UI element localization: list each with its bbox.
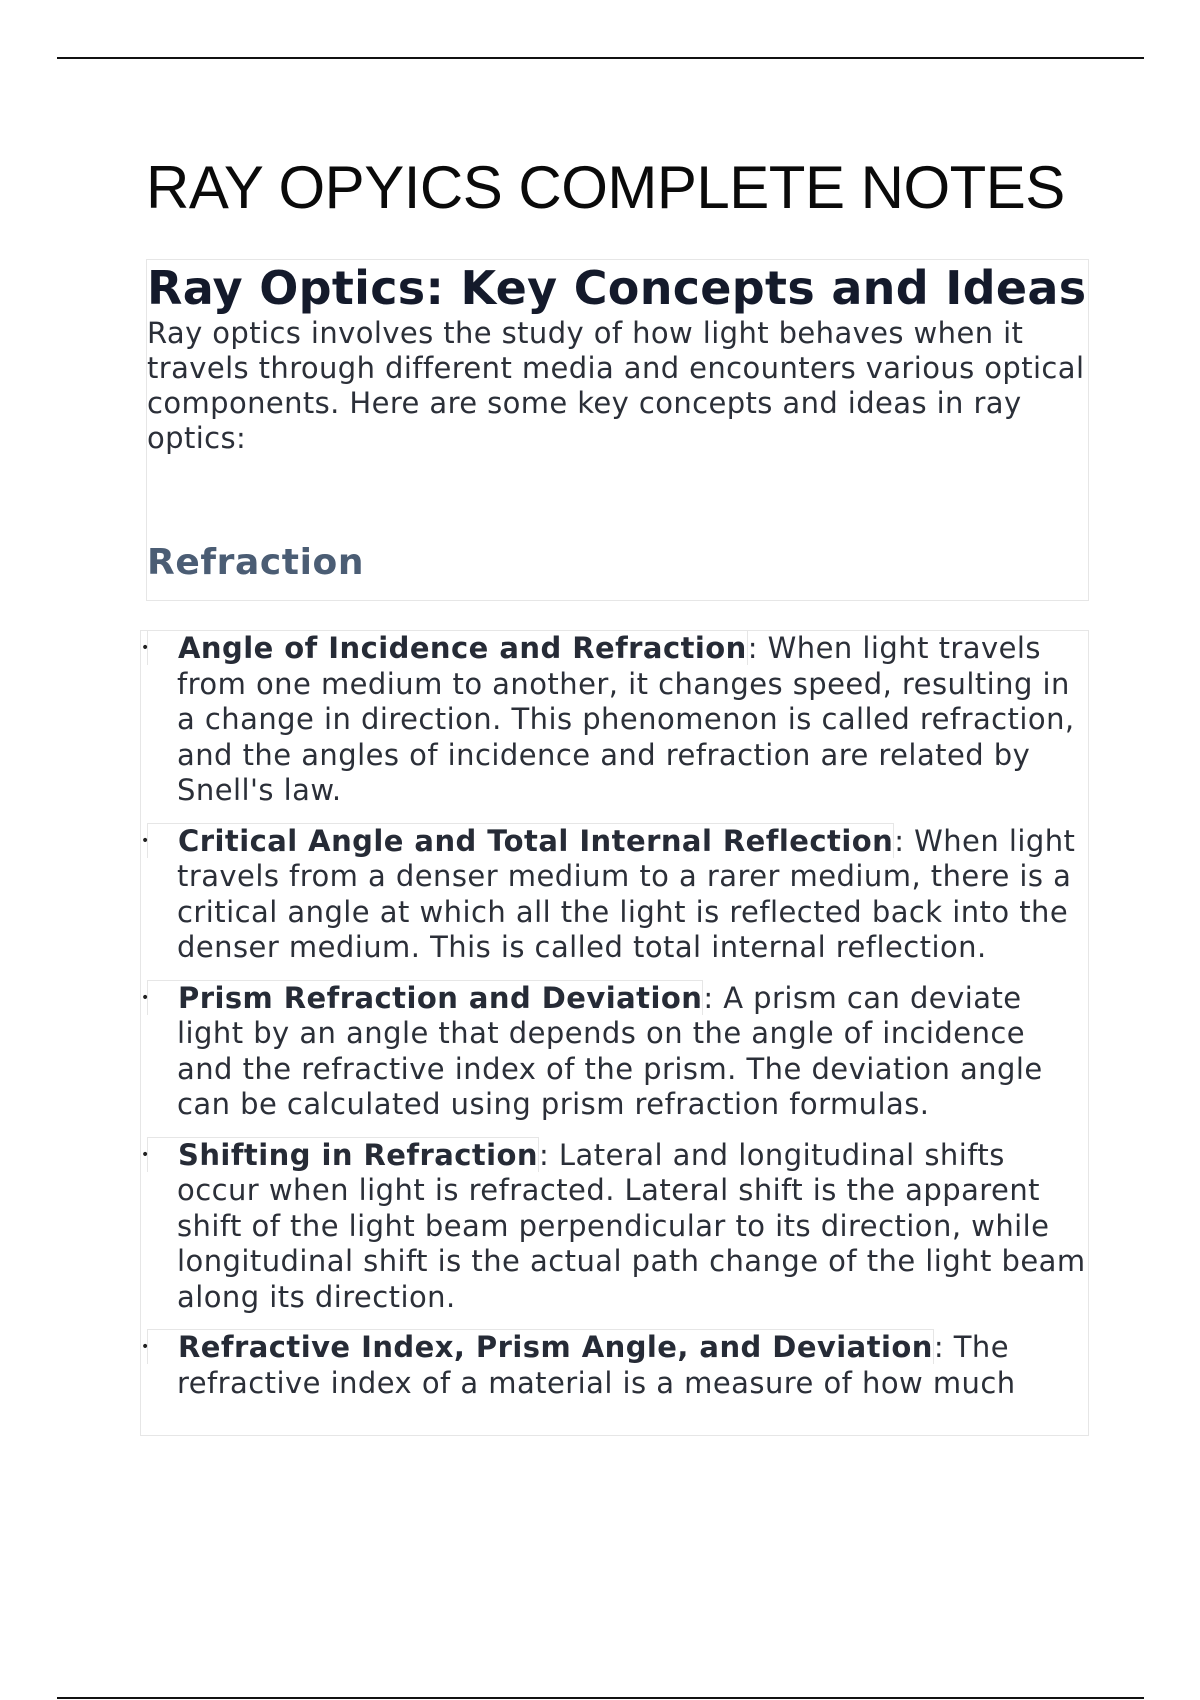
bullet-icon: • (141, 989, 150, 1006)
bullet-icon: • (141, 1146, 150, 1163)
list-item (141, 631, 1088, 809)
bottom-rule (57, 1697, 1144, 1699)
document-title: RAY OPYICS COMPLETE NOTES (146, 154, 1065, 221)
list-item (141, 981, 1088, 1123)
list-item (141, 824, 1088, 966)
bullet-icon: • (141, 1339, 150, 1355)
list-item (141, 1138, 1088, 1316)
main-heading: Ray Optics: Key Concepts and Ideas (147, 261, 1087, 315)
refraction-list (141, 631, 1088, 1401)
list-item-term: Angle of Incidence and Refraction (147, 630, 748, 665)
list-item-term: Shifting in Refraction (147, 1137, 539, 1172)
list-item (141, 1330, 1088, 1401)
section-heading-refraction: Refraction (147, 542, 365, 583)
list-item-term: Prism Refraction and Deviation (147, 980, 703, 1015)
refraction-list-box (140, 630, 1089, 1436)
intro-paragraph: Ray optics involves the study of how light behaves when it travels through different media and encounters various optical components. Here are some key concepts and ideas in ray optics: (147, 316, 1085, 455)
list-item-text: : A prism can deviate light by an angle that depends on the angle of incidence and the refractive index of the prism. The deviation angle can be calculated using prism refraction formulas. (177, 980, 1043, 1121)
list-item-text: : When light travels from one medium to another, it changes speed, resulting in a change in direction. This phenomenon is called refraction, and the angles of incidence and refraction are related by Snell's law. (177, 631, 1075, 807)
bullet-icon: • (141, 640, 150, 656)
list-item-text: : The refractive index of a material is a measure of how much (177, 1330, 1016, 1400)
intro-box (146, 259, 1089, 601)
list-item-text: : Lateral and longitudinal shifts occur when light is refracted. Lateral shift is the apparent shift of the light beam perpendicular to its direction, while longitudinal shift is the actual path change of the light beam along its direction. (177, 1137, 1086, 1314)
top-rule (57, 57, 1144, 59)
list-item-term: Critical Angle and Total Internal Reflection (147, 823, 894, 858)
bullet-icon: • (141, 832, 150, 849)
list-item-text: : When light travels from a denser medium to a rarer medium, there is a critical angle at which all the light is reflected back into the denser medium. This is called total internal reflection. (177, 823, 1076, 964)
list-item-term: Refractive Index, Prism Angle, and Deviation (147, 1329, 934, 1364)
